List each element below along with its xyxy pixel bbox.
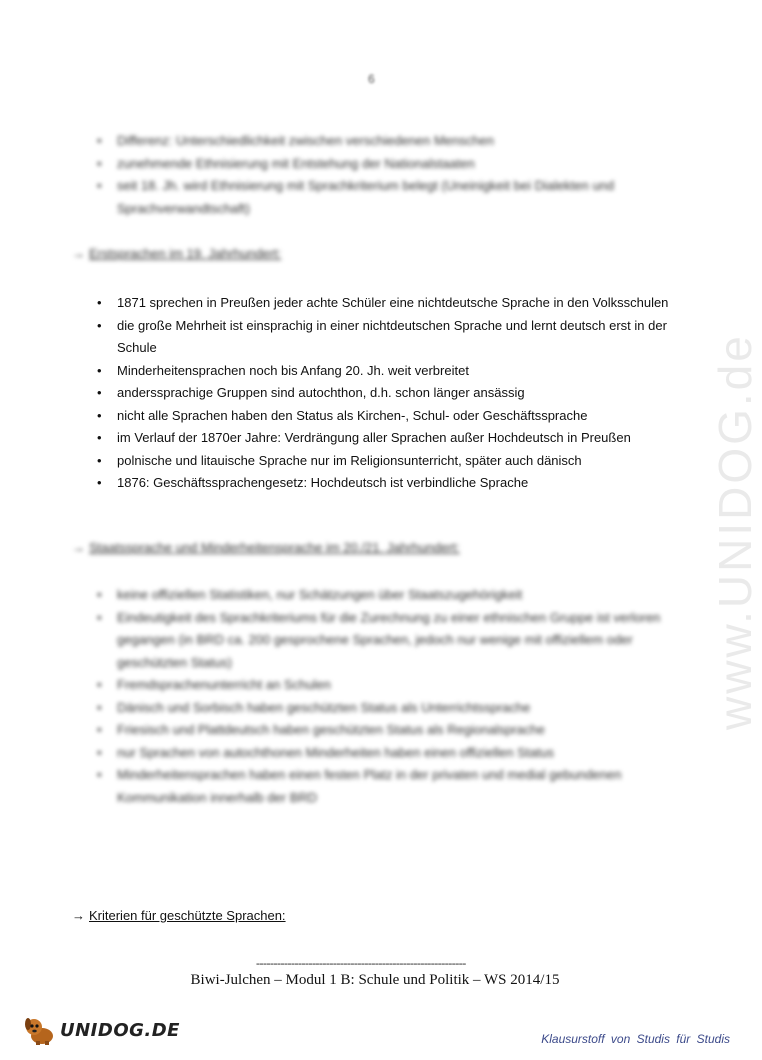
- list-item: • 1871 sprechen in Preußen jeder achte Schüler eine nichtdeutsche Sprache in den Volksschulen: [97, 292, 697, 315]
- section-heading-kriterien: [72, 908, 286, 923]
- list-item: • polnische und litauische Sprache nur im Religionsunterricht, später auch dänisch: [97, 450, 697, 473]
- intro-list: [97, 130, 687, 220]
- logo-text: UNIDOG.DE: [60, 1019, 180, 1041]
- section-heading-text: Kriterien für geschützte Sprachen:: [89, 908, 286, 923]
- list-item: • nicht alle Sprachen haben den Status als Kirchen-, Schul- oder Geschäftssprache: [97, 405, 697, 428]
- list-item: • 1876: Geschäftssprachengesetz: Hochdeutsch ist verbindliche Sprache: [97, 472, 697, 495]
- list-item: • Minderheitensprachen haben einen festen Platz in der privaten und medial gebundenen Kommunikation innerhalb der BRD: [97, 764, 687, 809]
- page-number: 6: [368, 72, 375, 86]
- section-heading-staatssprache: [72, 540, 460, 555]
- section-heading-erstsprachen: [72, 246, 281, 261]
- list-item: • Differenz: Unterschiedlichkeit zwischen verschiedenen Menschen: [97, 130, 687, 153]
- logo: [22, 1014, 180, 1046]
- list-item: • seit 18. Jh. wird Ethnisierung mit Sprachkriterium belegt (Uneinigkeit bei Dialekten und Sprachverwandtschaft): [97, 175, 687, 220]
- arrow-icon: →: [72, 908, 85, 923]
- footer-rule: ------------------------------------------------------------: [256, 956, 466, 970]
- list-item: • keine offiziellen Statistiken, nur Schätzungen über Staatszugehörigkeit: [97, 584, 687, 607]
- list-item: • zunehmende Ethnisierung mit Entstehung der Nationalstaaten: [97, 153, 687, 176]
- watermark: www.UNIDOG.de: [709, 333, 761, 730]
- footer-title: Biwi-Julchen – Modul 1 B: Schule und Politik – WS 2014/15: [190, 972, 560, 988]
- list-item: • Dänisch und Sorbisch haben geschützten Status als Unterrichtssprache: [97, 697, 687, 720]
- arrow-icon: →: [72, 246, 85, 261]
- section-heading-text: Staatssprache und Minderheitensprache im 20./21. Jahrhundert:: [89, 540, 460, 555]
- list-item: • Friesisch und Plattdeutsch haben geschützten Status als Regionalsprache: [97, 719, 687, 742]
- list-item: • die große Mehrheit ist einsprachig in einer nichtdeutschen Sprache und lernt deutsch erst in der Schule: [97, 315, 697, 360]
- list-item: • Fremdsprachenunterricht an Schulen: [97, 674, 687, 697]
- dog-mascot-icon: [22, 1014, 58, 1046]
- list-item: • im Verlauf der 1870er Jahre: Verdrängung aller Sprachen außer Hochdeutsch in Preußen: [97, 427, 697, 450]
- staatssprache-list: [97, 584, 687, 809]
- list-item: • Minderheitensprachen noch bis Anfang 20. Jh. weit verbreitet: [97, 360, 697, 383]
- list-item: • Eindeutigkeit des Sprachkriteriums für die Zurechnung zu einer ethnischen Gruppe ist verloren gegangen (in BRD ca. 200 gesprochene Sprachen, jedoch nur wenige mit offiziellem oder geschützten Status): [97, 607, 687, 675]
- section-heading-text: Erstsprachen im 19. Jahrhundert:: [89, 246, 282, 261]
- list-item: • anderssprachige Gruppen sind autochthon, d.h. schon länger ansässig: [97, 382, 697, 405]
- bottom-tagline: Klausurstoff von Studis für Studis: [541, 1032, 730, 1046]
- arrow-icon: →: [72, 540, 85, 555]
- list-item: • nur Sprachen von autochthonen Minderheiten haben einen offiziellen Status: [97, 742, 687, 765]
- erstsprachen-list: [97, 292, 697, 495]
